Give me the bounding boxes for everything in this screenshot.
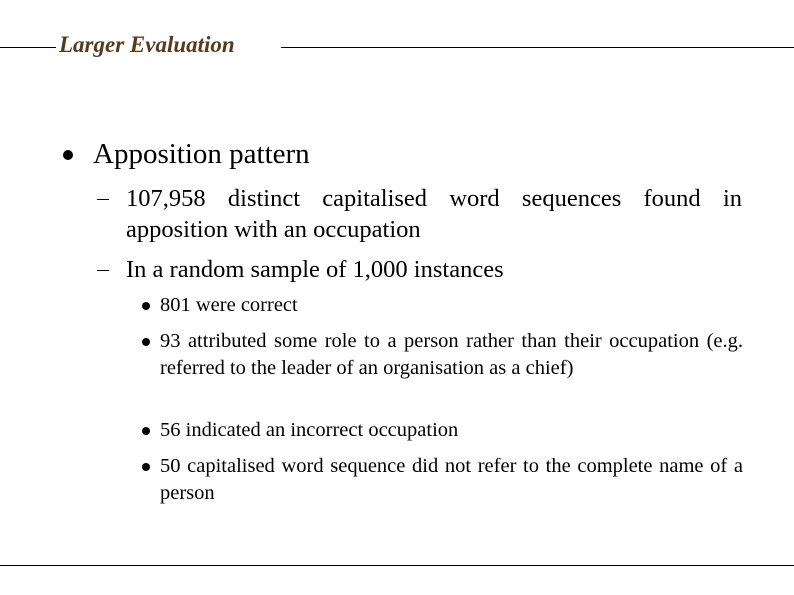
bullet-icon: [142, 302, 150, 310]
level3-item: 93 attributed some role to a person rather than their occupation (e.g. referred to the leader of an organisation as a chief): [160, 330, 743, 379]
level1-item: Apposition pattern: [93, 138, 310, 170]
slide-title: Larger Evaluation: [59, 32, 235, 57]
title-row: [0, 32, 794, 62]
level3-item: 50 capitalised word sequence did not refer to the complete name of a person: [160, 455, 743, 504]
bullet-icon: [63, 150, 73, 160]
bullet-icon: [142, 463, 150, 471]
dash-icon: [97, 270, 109, 271]
bullet-icon: [142, 427, 150, 435]
dash-icon: [97, 199, 109, 200]
level3-item: 56 indicated an incorrect occupation: [160, 419, 459, 441]
level3-item: 801 were correct: [160, 294, 298, 316]
footer-rule: [0, 565, 794, 566]
title-rule-right: [281, 47, 794, 48]
level2-item: 107,958 distinct capitalised word sequences found in apposition with an occupation: [126, 185, 742, 243]
title-rule-left: [0, 47, 56, 48]
bullet-icon: [142, 338, 150, 346]
level2-item: In a random sample of 1,000 instances: [126, 256, 504, 283]
